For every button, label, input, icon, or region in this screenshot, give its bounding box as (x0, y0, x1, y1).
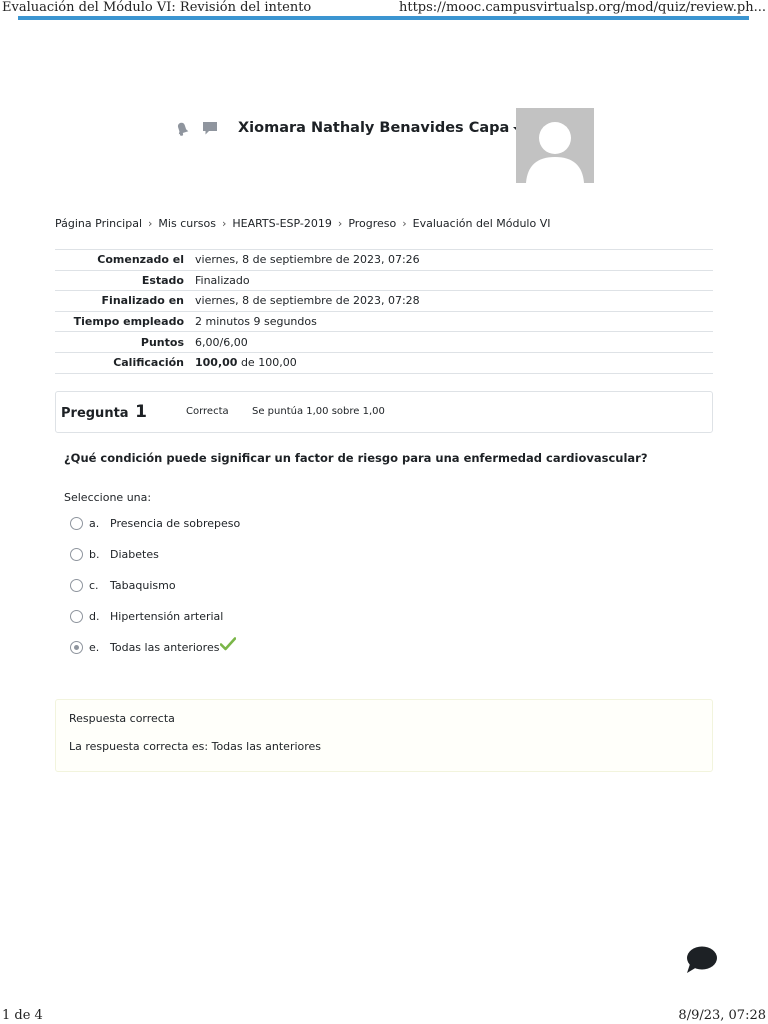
finished-value: viernes, 8 de septiembre de 2023, 07:28 (189, 291, 713, 312)
breadcrumb (55, 217, 550, 230)
breadcrumb-item-quiz[interactable]: Evaluación del Módulo VI (412, 217, 551, 230)
answer-letter: e. (89, 640, 100, 654)
started-label: Comenzado el (55, 250, 189, 271)
points-label: Puntos (55, 332, 189, 353)
chat-bubble-icon[interactable] (684, 944, 718, 976)
print-date: 8/9/23, 07:28 (678, 1008, 766, 1023)
radio-icon[interactable] (70, 579, 83, 592)
table-row (55, 291, 713, 312)
user-menu (172, 118, 521, 138)
question-state: Correcta (186, 406, 229, 417)
answer-letter: b. (89, 547, 100, 561)
grade-value: 100,00 (195, 356, 238, 370)
answer-letter: a. (89, 516, 100, 530)
answer-option-c[interactable] (70, 575, 470, 595)
chevron-right-icon: › (402, 217, 407, 230)
feedback-status: Respuesta correcta (69, 712, 175, 725)
time-taken-label: Tiempo empleado (55, 311, 189, 332)
question-label: Pregunta (61, 406, 129, 421)
user-avatar-icon[interactable] (516, 108, 594, 183)
chevron-right-icon: › (337, 217, 343, 230)
answer-text: Tabaquismo (110, 578, 176, 592)
answer-option-d[interactable] (70, 606, 470, 626)
chevron-right-icon: › (221, 217, 227, 230)
breadcrumb-item-home[interactable]: Página Principal (55, 217, 143, 230)
table-row (55, 311, 713, 332)
grade-suffix: de 100,00 (240, 356, 297, 370)
radio-selected-icon[interactable] (70, 641, 83, 654)
table-row (55, 352, 713, 373)
points-value: 6,00/6,00 (189, 332, 713, 353)
radio-icon[interactable] (70, 548, 83, 561)
finished-label: Finalizado en (55, 291, 189, 312)
answer-text: Diabetes (110, 547, 159, 561)
table-row (55, 250, 713, 271)
question-number-value: 1 (135, 402, 147, 422)
question-grade: Se puntúa 1,00 sobre 1,00 (252, 406, 385, 417)
state-label: Estado (55, 270, 189, 291)
radio-icon[interactable] (70, 610, 83, 623)
bell-icon[interactable] (172, 119, 192, 137)
breadcrumb-item-progress[interactable]: Progreso (348, 217, 397, 230)
radio-icon[interactable] (70, 517, 83, 530)
grade-value-cell (189, 352, 713, 373)
feedback-box (55, 699, 713, 772)
checkmark-icon (220, 637, 236, 651)
chat-icon[interactable] (200, 119, 220, 137)
time-taken-value: 2 minutos 9 segundos (189, 311, 713, 332)
feedback-right-answer: La respuesta correcta es: Todas las anteriores (69, 740, 322, 753)
breadcrumb-item-course[interactable]: HEARTS-ESP-2019 (232, 217, 332, 230)
table-row (55, 332, 713, 353)
question-number (61, 402, 147, 422)
answer-option-a[interactable] (70, 513, 470, 533)
answer-text: Hipertensión arterial (110, 609, 224, 623)
answer-letter: d. (89, 609, 100, 623)
grade-label: Calificación (55, 352, 189, 373)
user-name[interactable]: Xiomara Nathaly Benavides Capa (238, 120, 510, 136)
breadcrumb-item-my-courses[interactable]: Mis cursos (158, 217, 216, 230)
accent-bar (18, 16, 749, 20)
started-value: viernes, 8 de septiembre de 2023, 07:26 (189, 250, 713, 271)
question-text: ¿Qué condición puede significar un factor de riesgo para una enfermedad cardiovascular? (64, 451, 648, 465)
chevron-right-icon: › (148, 217, 153, 230)
answer-letter: c. (89, 578, 99, 592)
table-row (55, 270, 713, 291)
question-info-box (55, 391, 713, 433)
print-page-url: https://mooc.campusvirtualsp.org/mod/quiz/review.ph... (398, 0, 766, 15)
answer-text: Todas las anteriores (110, 640, 220, 654)
answer-option-e[interactable] (70, 637, 470, 657)
attempt-summary-table (55, 249, 713, 374)
print-page-title: Evaluación del Módulo VI: Revisión del intento (2, 0, 312, 15)
answer-prompt: Seleccione una: (64, 491, 152, 504)
answer-text: Presencia de sobrepeso (110, 516, 241, 530)
print-footer (0, 1008, 768, 1024)
state-value: Finalizado (189, 270, 713, 291)
print-page-number: 1 de 4 (2, 1008, 43, 1023)
answer-option-b[interactable] (70, 544, 470, 564)
